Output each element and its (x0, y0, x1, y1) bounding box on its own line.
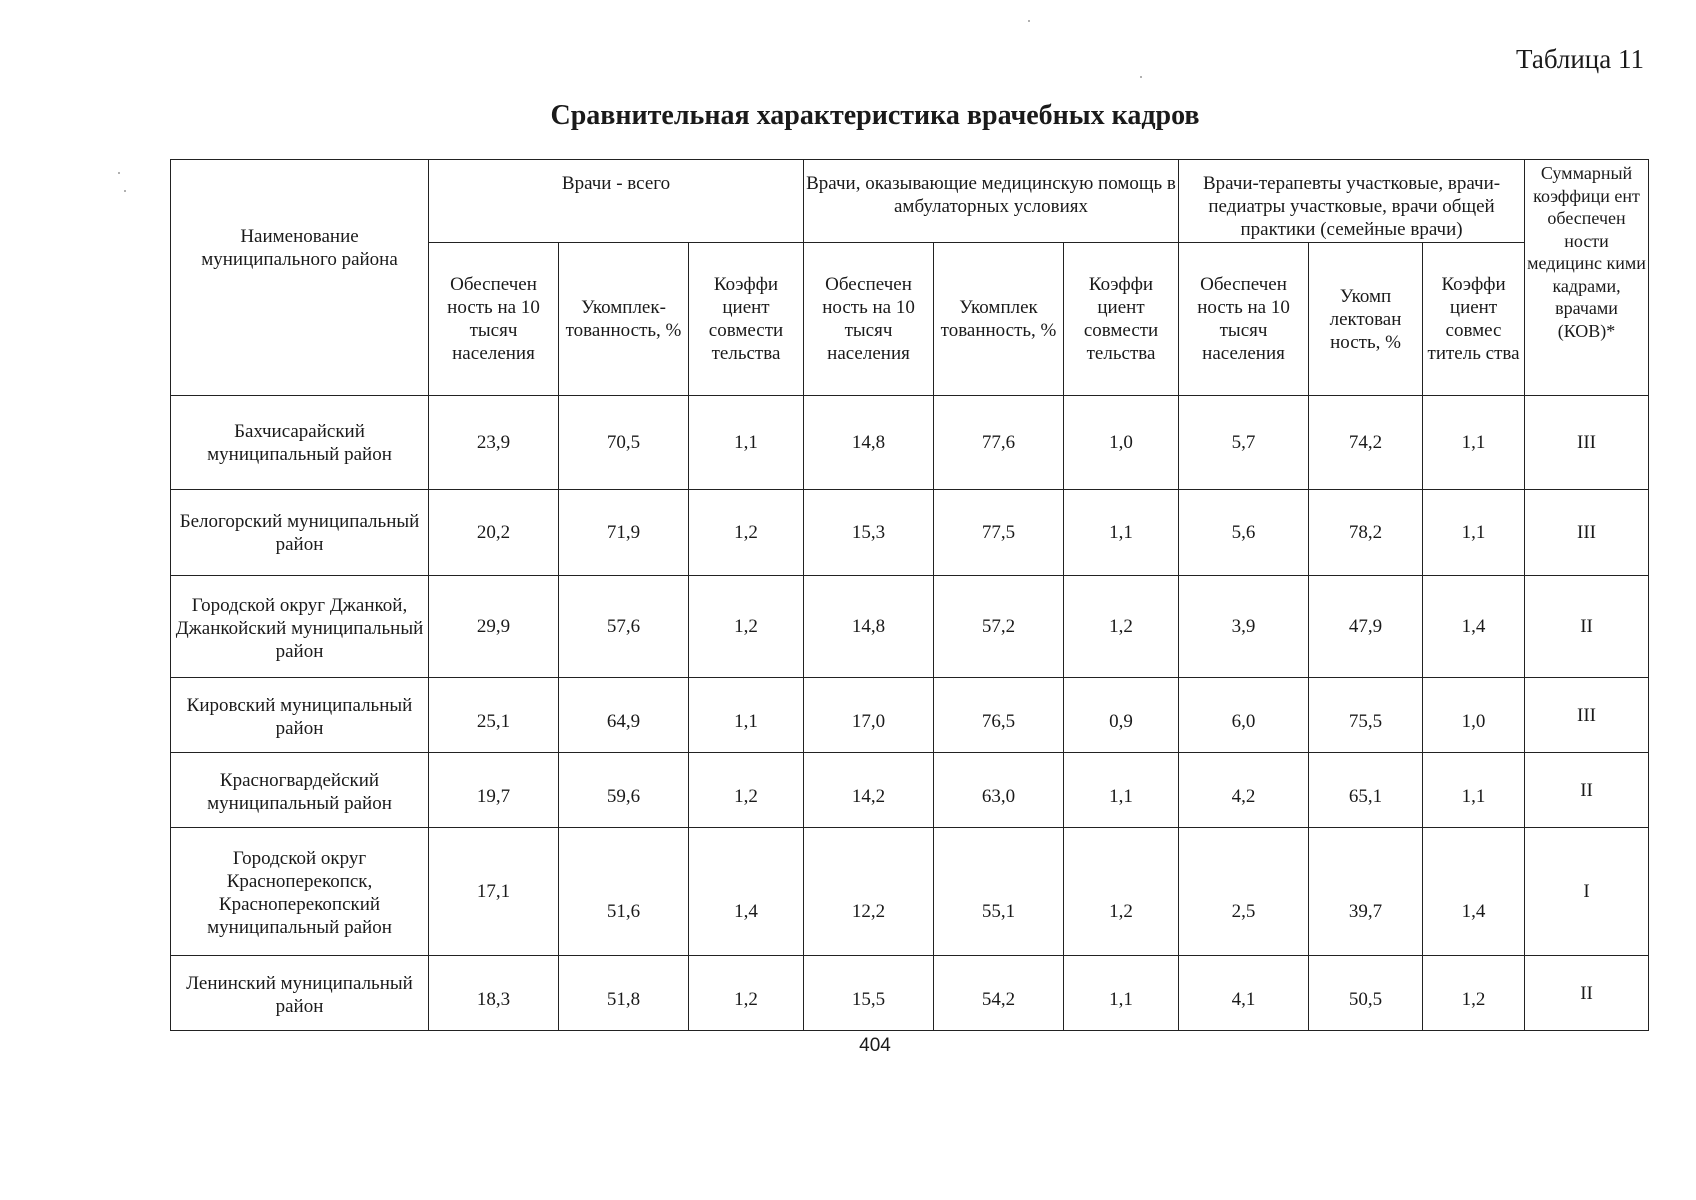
table-row (171, 753, 1649, 828)
table-cell: 12,2 (804, 828, 934, 956)
table-cell: 14,8 (804, 396, 934, 490)
header-subcolumn: Обеспечен ность на 10 тысяч населения (429, 243, 559, 396)
district-name: Красногвардейский муниципальный район (171, 753, 429, 828)
table-cell: 1,2 (1064, 576, 1179, 678)
table-cell: 64,9 (559, 678, 689, 753)
table-cell: 1,4 (1423, 828, 1525, 956)
table-cell: 71,9 (559, 490, 689, 576)
document-title: Сравнительная характеристика врачебных кадров (550, 100, 1200, 131)
header-subcolumn: Коэффи циент совмести тельства (689, 243, 804, 396)
table-row (171, 490, 1649, 576)
district-name: Белогорский муниципальный район (171, 490, 429, 576)
table-row (171, 956, 1649, 1031)
table-cell: 76,5 (934, 678, 1064, 753)
table-cell: 6,0 (1179, 678, 1309, 753)
table-cell: 51,8 (559, 956, 689, 1031)
table-cell: 63,0 (934, 753, 1064, 828)
table-cell: 77,6 (934, 396, 1064, 490)
header-group-all-doctors: Врачи - всего (429, 160, 804, 243)
table-cell: 1,1 (1064, 956, 1179, 1031)
header-subcolumn: Коэффи циент совмести тельства (1064, 243, 1179, 396)
table-cell: 3,9 (1179, 576, 1309, 678)
kov-cell: II (1525, 956, 1649, 1031)
table-cell: 1,1 (689, 396, 804, 490)
header-subcolumn: Обеспечен ность на 10 тысяч населения (1179, 243, 1309, 396)
table-cell: 1,1 (689, 678, 804, 753)
table-cell: 75,5 (1309, 678, 1423, 753)
table-cell: 70,5 (559, 396, 689, 490)
table-cell: 39,7 (1309, 828, 1423, 956)
header-subcolumn: Обеспечен ность на 10 тысяч населения (804, 243, 934, 396)
table-cell: 14,2 (804, 753, 934, 828)
table-cell: 18,3 (429, 956, 559, 1031)
kov-cell: III (1525, 490, 1649, 576)
table-row (171, 396, 1649, 490)
table-cell: 4,1 (1179, 956, 1309, 1031)
table-cell: 50,5 (1309, 956, 1423, 1031)
table-cell: 74,2 (1309, 396, 1423, 490)
table-cell: 23,9 (429, 396, 559, 490)
header-group-district-doctors: Врачи-терапевты участковые, врачи-педиатры участковые, врачи общей практики (семейные врачи) (1179, 160, 1525, 243)
table-cell: 57,6 (559, 576, 689, 678)
kov-cell: II (1525, 576, 1649, 678)
district-name: Бахчисарайский муниципальный район (171, 396, 429, 490)
scan-speck (118, 172, 120, 174)
header-subcolumn: Укомп лектован ность, % (1309, 243, 1423, 396)
table-cell: 15,5 (804, 956, 934, 1031)
table-cell: 1,2 (1423, 956, 1525, 1031)
header-district-name: Наименование муниципального района (171, 160, 429, 396)
table-cell: 2,5 (1179, 828, 1309, 956)
table-body (171, 396, 1649, 1031)
table-cell: 5,6 (1179, 490, 1309, 576)
kov-cell: II (1525, 753, 1649, 828)
table-row (171, 576, 1649, 678)
kov-cell: III (1525, 678, 1649, 753)
table-cell: 1,0 (1423, 678, 1525, 753)
table-cell: 15,3 (804, 490, 934, 576)
scan-speck (1028, 20, 1030, 22)
table-cell: 59,6 (559, 753, 689, 828)
table-cell: 51,6 (559, 828, 689, 956)
table-cell: 1,4 (1423, 576, 1525, 678)
scan-speck (1140, 76, 1142, 78)
table-cell: 65,1 (1309, 753, 1423, 828)
table-cell: 17,0 (804, 678, 934, 753)
table-cell: 78,2 (1309, 490, 1423, 576)
table-cell: 77,5 (934, 490, 1064, 576)
table-row (171, 828, 1649, 956)
table-cell: 20,2 (429, 490, 559, 576)
table-cell: 0,9 (1064, 678, 1179, 753)
table-cell: 29,9 (429, 576, 559, 678)
page-number: 404 (859, 1035, 891, 1056)
table-cell: 1,2 (689, 956, 804, 1031)
table-cell: 1,1 (1064, 753, 1179, 828)
table-row (171, 678, 1649, 753)
table-cell: 54,2 (934, 956, 1064, 1031)
table-cell: 17,1 (429, 828, 559, 956)
table-cell: 25,1 (429, 678, 559, 753)
table-cell: 1,1 (1423, 396, 1525, 490)
table-number: Таблица 11 (1516, 44, 1644, 74)
table-cell: 1,2 (689, 753, 804, 828)
table-cell: 1,1 (1423, 490, 1525, 576)
scan-speck (124, 190, 126, 192)
table-cell: 1,2 (689, 576, 804, 678)
header-subcolumn: Коэффи циент совмес титель ства (1423, 243, 1525, 396)
district-name: Ленинский муниципальный район (171, 956, 429, 1031)
staffing-table (170, 159, 1649, 1031)
district-name: Городской округ Красноперекопск, Красноперекопский муниципальный район (171, 828, 429, 956)
header-subcolumn: Укомплек тованность, % (934, 243, 1064, 396)
table-cell: 19,7 (429, 753, 559, 828)
table-cell: 1,1 (1064, 490, 1179, 576)
table-cell: 1,4 (689, 828, 804, 956)
header-subcolumn: Укомплек- тованность, % (559, 243, 689, 396)
table-cell: 1,1 (1423, 753, 1525, 828)
district-name: Кировский муниципальный район (171, 678, 429, 753)
table-cell: 1,2 (689, 490, 804, 576)
kov-cell: III (1525, 396, 1649, 490)
table-cell: 1,2 (1064, 828, 1179, 956)
kov-cell: I (1525, 828, 1649, 956)
header-group-outpatient-doctors: Врачи, оказывающие медицинскую помощь в амбулаторных условиях (804, 160, 1179, 243)
table-cell: 1,0 (1064, 396, 1179, 490)
table-cell: 14,8 (804, 576, 934, 678)
table-cell: 4,2 (1179, 753, 1309, 828)
table-cell: 47,9 (1309, 576, 1423, 678)
table-cell: 55,1 (934, 828, 1064, 956)
header-kov: Суммарный коэффици ент обеспечен ности медицинс кими кадрами, врачами (КОВ)* (1525, 160, 1649, 396)
table-cell: 5,7 (1179, 396, 1309, 490)
district-name: Городской округ Джанкой, Джанкойский муниципальный район (171, 576, 429, 678)
table-cell: 57,2 (934, 576, 1064, 678)
